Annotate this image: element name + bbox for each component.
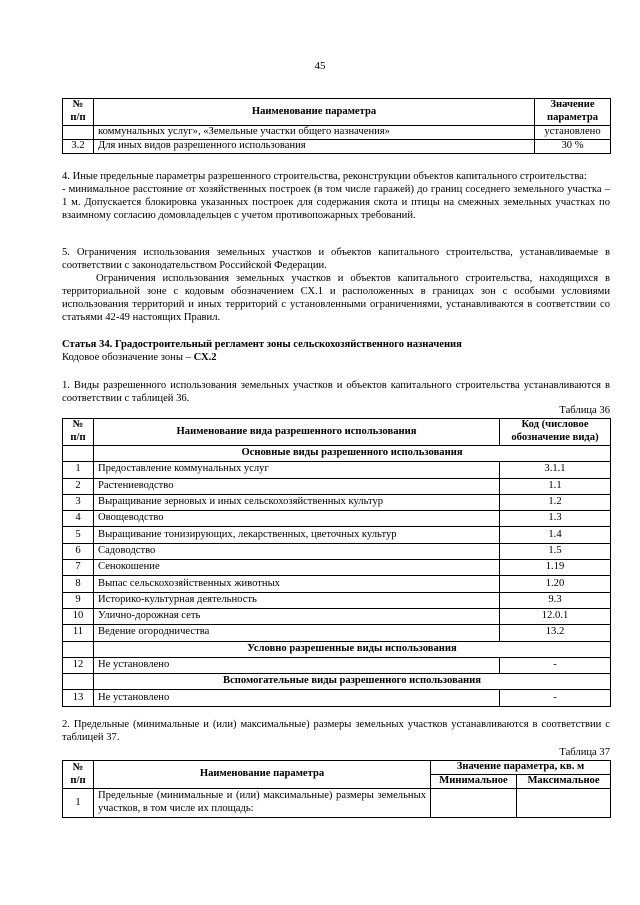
cell-num: 10 xyxy=(63,608,94,624)
header-num: № п/п xyxy=(63,761,94,789)
cell-num: 11 xyxy=(63,625,94,641)
table-row xyxy=(63,625,611,641)
table-row xyxy=(63,511,611,527)
cell-name: коммунальных услуг», «Земельные участки общего назначения» xyxy=(94,126,535,140)
table-row xyxy=(63,789,611,818)
cell-code: 1.20 xyxy=(500,576,611,592)
cell-name: Выращивание зерновых и иных сельскохозяйственных культур xyxy=(94,494,500,510)
table-row xyxy=(63,478,611,494)
table-row xyxy=(63,462,611,478)
cell-code: 1.5 xyxy=(500,543,611,559)
cell-num: 7 xyxy=(63,560,94,576)
cell-name: Историко-культурная деятельность xyxy=(94,592,500,608)
header-min: Минимальное xyxy=(431,775,517,789)
top-table xyxy=(62,98,611,154)
table-36-header xyxy=(63,419,611,446)
section-main-label: Основные виды разрешенного использования xyxy=(94,446,611,462)
article-heading xyxy=(62,339,610,365)
page-number: 45 xyxy=(314,60,326,72)
cell-name: Ведение огородничества xyxy=(94,625,500,641)
section-conditional-label: Условно разрешенные виды использования xyxy=(94,641,611,657)
section-row-main xyxy=(63,446,611,462)
table-row xyxy=(63,543,611,559)
cell-code: 1.1 xyxy=(500,478,611,494)
table-37 xyxy=(62,760,611,818)
cell-num xyxy=(63,126,94,140)
cell-code: - xyxy=(500,657,611,673)
table-37-caption: Таблица 37 xyxy=(559,747,610,758)
cell-name: Выпас сельскохозяйственных животных xyxy=(94,576,500,592)
cell-name: Улично-дорожная сеть xyxy=(94,608,500,624)
paragraph-4-intro: 4. Иные предельные параметры разрешенного строительства, реконструкции объектов капитального строительства: xyxy=(62,171,587,182)
cell-name: Выращивание тонизирующих, лекарственных, цветочных культур xyxy=(94,527,500,543)
table-row xyxy=(63,140,611,154)
zone-code-label: Кодовое обозначение зоны – xyxy=(62,351,194,363)
cell-name: Предоставление коммунальных услуг xyxy=(94,462,500,478)
cell-num: 1 xyxy=(63,789,94,818)
table-36-caption: Таблица 36 xyxy=(559,405,610,416)
cell-code: 1.2 xyxy=(500,494,611,510)
article-title: Статья 34. Градостроительный регламент зоны сельскохозяйственного назначения xyxy=(62,339,462,350)
header-max: Максимальное xyxy=(517,775,611,789)
cell-code: 1.4 xyxy=(500,527,611,543)
paragraph-4 xyxy=(62,171,610,223)
cell-name: Растениеводство xyxy=(94,478,500,494)
cell-code: 12.0.1 xyxy=(500,608,611,624)
cell-code: 13.2 xyxy=(500,625,611,641)
cell-num: 5 xyxy=(63,527,94,543)
header-name: Наименование вида разрешенного использования xyxy=(94,419,500,446)
cell-code: 1.3 xyxy=(500,511,611,527)
paragraph-1: 1. Виды разрешенного использования земельных участков и объектов капитального строительства устанавливаются в соответствии с таблицей 36. xyxy=(62,380,610,404)
table-row xyxy=(63,592,611,608)
cell-num: 2 xyxy=(63,478,94,494)
cell-code: 9.3 xyxy=(500,592,611,608)
cell-name: Садоводство xyxy=(94,543,500,559)
table-36 xyxy=(62,418,611,707)
cell-num: 6 xyxy=(63,543,94,559)
section-row-auxiliary xyxy=(63,674,611,690)
table-37-header-row1 xyxy=(63,761,611,775)
cell-num: 4 xyxy=(63,511,94,527)
table-row xyxy=(63,657,611,673)
paragraph-5-body: Ограничения использования земельных участков и объектов капитального строительства, находящихся в территориальной зоне с кодовым обозначением СХ.1 и расположенных в границах зон с особыми условиями использования территорий и иных территорий с установленными ограничениями, устанавливаются в соответствии со статьями 42-49 настоящих Правил. xyxy=(62,272,610,323)
cell-name: Не установлено xyxy=(94,690,500,706)
cell-min xyxy=(431,789,517,818)
top-table-header xyxy=(63,99,611,126)
header-value: Значение параметра xyxy=(535,99,611,126)
header-num: № п/п xyxy=(63,419,94,446)
section-auxiliary-label: Вспомогательные виды разрешенного использования xyxy=(94,674,611,690)
cell-num: 12 xyxy=(63,657,94,673)
table-row xyxy=(63,494,611,510)
paragraph-2: 2. Предельные (минимальные и (или) максимальные) размеры земельных участков устанавливаются в соответствии с таблицей 37. xyxy=(62,719,610,743)
cell-value: 30 % xyxy=(535,140,611,154)
table-row xyxy=(63,560,611,576)
cell-num: 1 xyxy=(63,462,94,478)
table-row xyxy=(63,576,611,592)
cell-name: Не установлено xyxy=(94,657,500,673)
cell-code: 3.1.1 xyxy=(500,462,611,478)
cell-num: 13 xyxy=(63,690,94,706)
section-row-conditional xyxy=(63,641,611,657)
table-row xyxy=(63,690,611,706)
table-row xyxy=(63,126,611,140)
cell-name: Сенокошение xyxy=(94,560,500,576)
cell-num: 3.2 xyxy=(63,140,94,154)
header-code: Код (числовое обозначение вида) xyxy=(500,419,611,446)
cell-name: Овощеводство xyxy=(94,511,500,527)
header-value: Значение параметра, кв. м xyxy=(431,761,611,775)
zone-code: СХ.2 xyxy=(193,351,217,363)
cell-num: 8 xyxy=(63,576,94,592)
cell-name: Предельные (минимальные и (или) максимальные) размеры земельных участков, в том числе их площадь: xyxy=(94,789,431,818)
header-name: Наименование параметра xyxy=(94,99,535,126)
header-num: № п/п xyxy=(63,99,94,126)
cell-value: установлено xyxy=(535,126,611,140)
cell-name: Для иных видов разрешенного использования xyxy=(94,140,535,154)
paragraph-4-item: - минимальное расстояние от хозяйственных построек (в том числе гаражей) до границ соседнего земельного участка – 1 м. Допускается блокировка указанных построек для содержания скота и птицы на смежных земельных участках по взаимному согласию домовладельцев с учетом противопожарных требований. xyxy=(62,183,610,221)
table-row xyxy=(63,527,611,543)
cell-num: 3 xyxy=(63,494,94,510)
zone-code-line xyxy=(62,352,610,365)
cell-code: - xyxy=(500,690,611,706)
cell-num: 9 xyxy=(63,592,94,608)
cell-code: 1.19 xyxy=(500,560,611,576)
header-name: Наименование параметра xyxy=(94,761,431,789)
paragraph-5-intro: 5. Ограничения использования земельных участков и объектов капитального строительства, устанавливаемые в соответствии с законодательством Российской Федерации. xyxy=(62,247,610,271)
cell-max xyxy=(517,789,611,818)
table-row xyxy=(63,608,611,624)
paragraph-5 xyxy=(62,247,610,325)
